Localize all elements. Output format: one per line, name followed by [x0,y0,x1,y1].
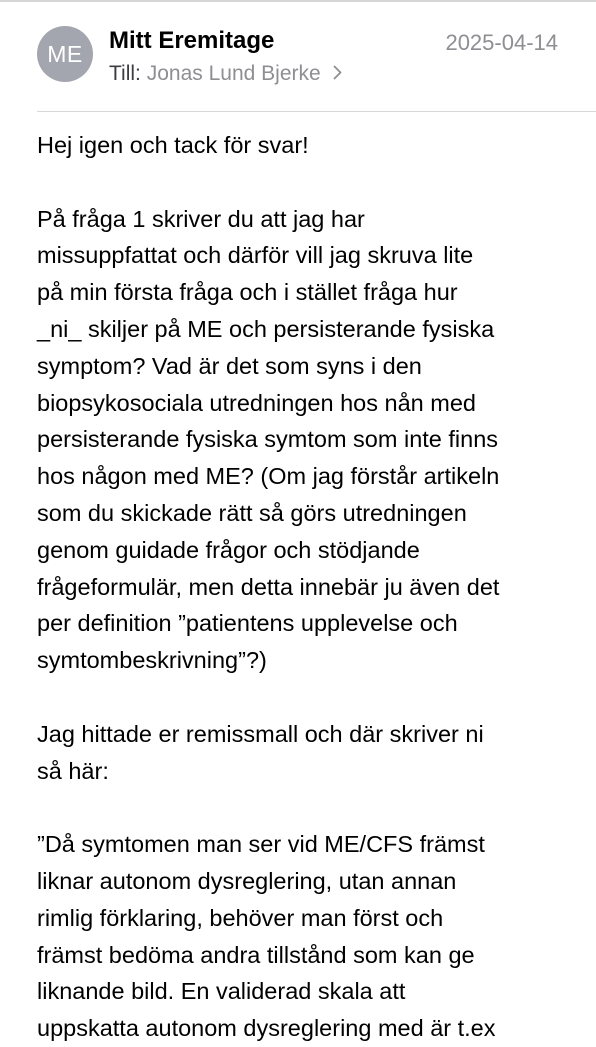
paragraph-gap [37,789,567,826]
message-header [0,0,596,112]
body-line: på min första fråga och i stället fråga hur [37,279,458,306]
body-line: frågeformulär, men detta innebär ju även det [37,573,500,600]
chevron-right-icon [333,65,342,80]
body-line: persisterande fysiska symtom som inte finns [37,426,499,453]
sender-name[interactable]: Mitt Eremitage [109,27,275,54]
body-line: per definition ”patientens upplevelse och [37,610,458,637]
to-label: Till: [109,62,141,85]
recipient-name[interactable]: Jonas Lund Bjerke [146,62,321,85]
body-line: symptom? Vad är det som syns i den [37,352,422,379]
paragraph-gap [37,679,567,716]
message-date: 2025-04-14 [445,30,558,55]
header-divider [37,111,596,112]
body-line: så här: [37,757,109,784]
body-line: uppskatta autonom dysreglering med är t.ex [37,1015,496,1042]
body-line: hos någon med ME? (Om jag förstår artikeln [37,463,500,490]
body-line: genom guidade frågor och stödjande [37,536,420,563]
body-line: missuppfattat och därför vill jag skruva lite [37,242,474,269]
body-line: ”Då symtomen man ser vid ME/CFS främst [37,831,485,858]
body-line: På fråga 1 skriver du att jag har [37,205,365,232]
paragraph-gap [37,164,567,201]
body-line: _ni_ skiljer på ME och persisterande fysiska [37,315,495,342]
body-line: biopsykosociala utredningen hos nån med [37,389,476,416]
body-line: liknar autonom dysreglering, utan annan [37,867,457,894]
recipient-row[interactable] [109,61,342,87]
body-line: liknande bild. En validerad skala att [37,978,406,1005]
body-line: symtombeskrivning”?) [37,647,267,674]
body-line: främst bedöma andra tillstånd som kan ge [37,941,475,968]
message-body [37,127,567,1047]
body-line: Jag hittade er remissmall och där skriver ni [37,720,484,747]
sender-avatar[interactable]: ME [37,26,93,82]
body-line: som du skickade rätt så görs utredningen [37,499,467,526]
body-line: rimlig förklaring, behöver man först och [37,904,444,931]
body-line: Hej igen och tack för svar! [37,132,309,158]
